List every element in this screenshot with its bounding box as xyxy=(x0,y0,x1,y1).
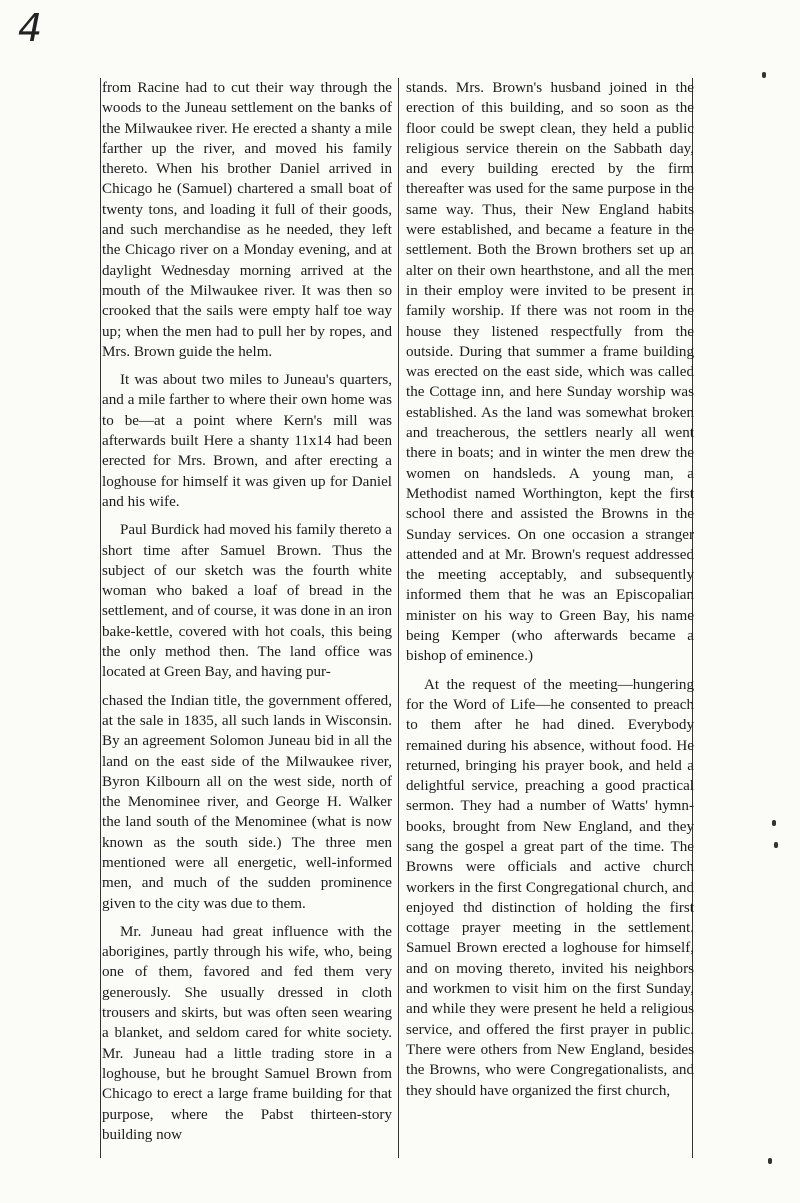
paragraph: from Racine had to cut their way through the woods to the Juneau settlement on the banks of the Milwaukee river. He erected a shanty a mile farther up the river, and moved his family thereto. When his brother Daniel arrived in Chicago he (Samuel) chartered a small boat of twenty tons, and loading it full of their goods, and such merchandise as he needed, they left the Chicago river on a Monday evening, and at daylight Wednesday morning arrived at the mouth of the Milwaukee river. It was then so crooked that the sails were empty half toe way up; when the men had to pull her by ropes, and Mrs. Brown guide the helm. xyxy=(102,80,392,360)
paragraph: stands. Mrs. Brown's husband joined in the erection of this building, and so soon as the floor could be swept clean, they held a public religious service therein on the Sabbath day, and every building erected by the firm thereafter was used for the same purpose in the same way. Thus, their New England habits were established, and became a feature in the settlement. Both the Brown brothers set up an alter on their own hearthstone, and all the men in their employ were invited to be present in family worship. If there was not room in the house they listened respectfully from the outside. During that summer a frame building was erected on the east side, which was called the Cottage inn, and here Sunday worship was established. As the land was somewhat broken and treacherous, the settlers nearly all went there in boats; and in winter the men drew the women on handsleds. A young man, a Methodist named Worthington, kept the first school there and assisted the Browns in the Sunday services. On one occasion a stranger attended and at Mr. Brown's request addressed the meeting acceptably, and subsequently informed them that he was an Episcopalian minister on his way to Green Bay, his name being Kemper (who afterwards became a bishop of eminence.) xyxy=(406,80,694,665)
margin-mark xyxy=(768,1158,772,1164)
margin-mark xyxy=(762,72,766,78)
paragraph: Mr. Juneau had great influence with the aborigines, partly through his wife, who, being one of them, favored and fed them very generously. She usually dressed in cloth trousers and skirts, but was often seen wearing a blanket, and seldom cared for white society. Mr. Juneau had a little trading store in a loghouse, but he brought Samuel Brown from Chicago to erect a large frame building for that purpose, where the Pabst thirteen-story building now xyxy=(102,923,392,1143)
column-right xyxy=(406,78,694,1158)
margin-mark xyxy=(774,842,778,848)
paragraph: chased the Indian title, the government offered, at the sale in 1835, all such lands in Wisconsin. By an agreement Solomon Juneau bid in all the land on the east side of the Milwaukee river, Byron Kilbourn all on the west side, north of the Menominee river, and George H. Walker the land south of the Menominee (what is now known as the south side.) The three men mentioned were all energetic, well-informed men, and much of the sudden prominence given to the city was due to them. xyxy=(102,692,392,912)
paragraph: It was about two miles to Juneau's quarters, and a mile farther to where their own home was to be—at a point where Kern's mill was afterwards built Here a shanty 11x14 had been erected for Mrs. Brown, and after erecting a loghouse for himself it was given up for Daniel and his wife. xyxy=(102,372,392,510)
margin-mark xyxy=(772,820,776,826)
paragraph: At the request of the meeting—hungering for the Word of Life—he consented to preach to them after he had dined. Everybody remained during his absence, without food. He returned, bringing his prayer book, and held a delightful service, preaching a good practical sermon. They had a number of Watts' hymn-books, brought from New England, and they sang the gospel a great part of the time. The Browns were officials and active church workers in the first Congregational church, and enjoyed thd distinction of holding the first cottage prayer meeting in the settlement. Samuel Brown erected a loghouse for himself, and on moving thereto, invited his neighbors and workmen to visit him on the first Sunday, and while they were present he held a religious service, and offered the first prayer in public. There were others from New England, besides the Browns, who were Congregationalists, and they should have organized the first church, xyxy=(406,676,694,1099)
article-columns xyxy=(102,78,702,1158)
page-number: 4 xyxy=(18,6,43,50)
paragraph: Paul Burdick had moved his family thereto a short time after Samuel Brown. Thus the subject of our sketch was the fourth white woman who baked a loaf of bread in the settlement, and of course, it was done in an iron bake-kettle, covered with hot coals, this being the only method then. The land office was located at Green Bay, and having pur- xyxy=(102,522,392,681)
rule-left xyxy=(100,78,101,1158)
column-left xyxy=(102,78,392,1158)
